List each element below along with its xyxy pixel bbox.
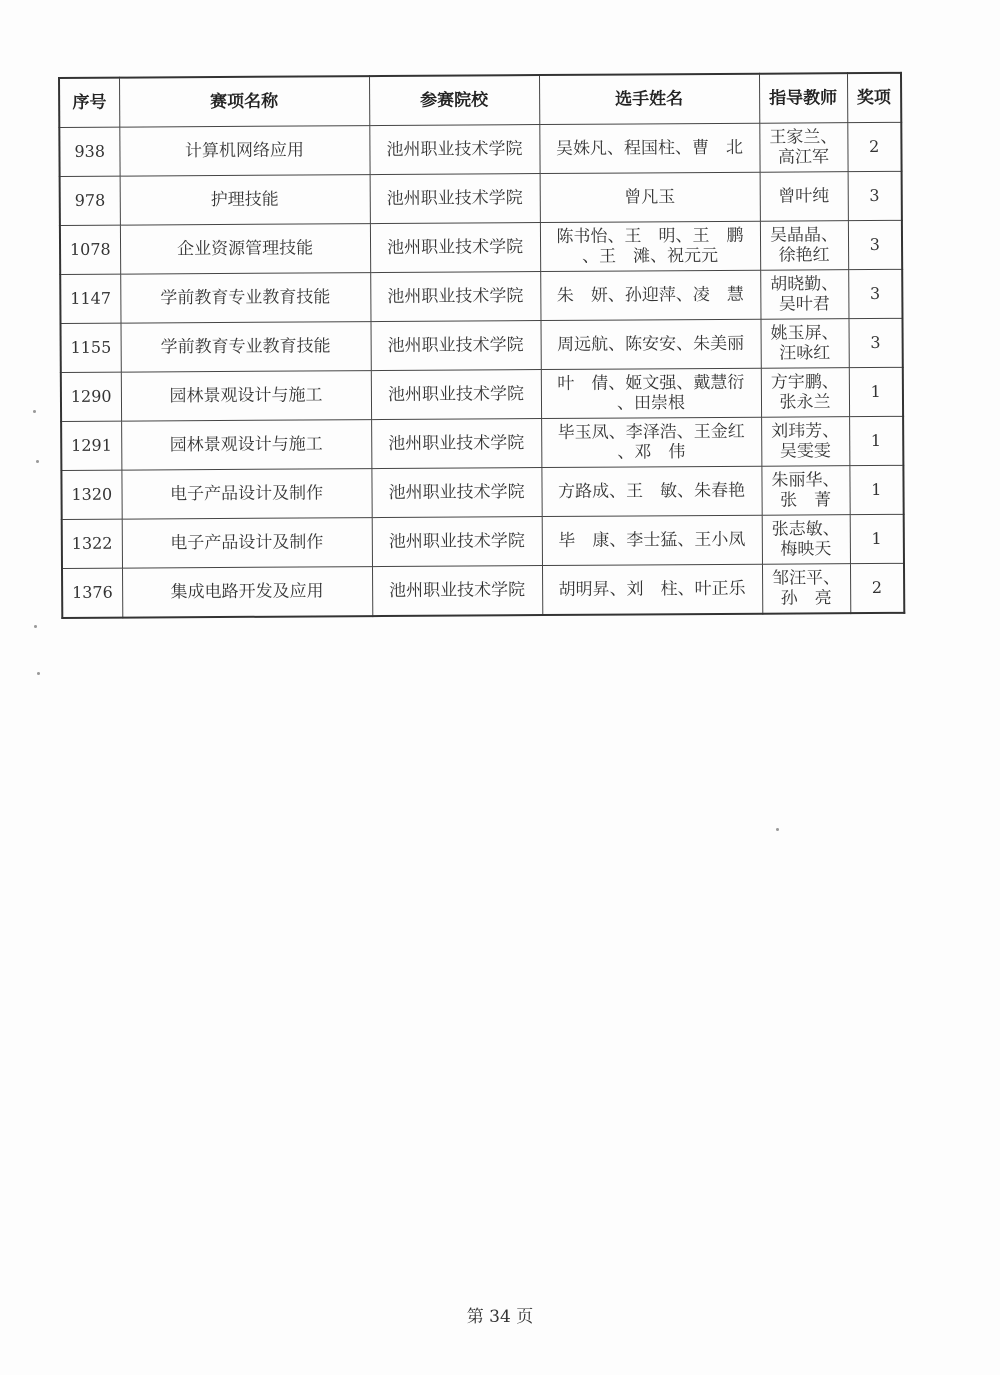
cell-event: 园林景观设计与施工 bbox=[121, 420, 371, 471]
cell-seq: 1155 bbox=[61, 323, 121, 372]
cell-award: 1 bbox=[850, 514, 904, 563]
cell-school: 池州职业技术学院 bbox=[370, 272, 540, 322]
cell-event: 学前教育专业教育技能 bbox=[121, 322, 371, 373]
table-row bbox=[62, 514, 904, 568]
cell-school: 池州职业技术学院 bbox=[370, 321, 540, 371]
cell-players bbox=[541, 466, 761, 516]
cell-seq: 938 bbox=[59, 127, 119, 176]
teacher-line: 张永兰 bbox=[779, 392, 831, 413]
header-seq: 序号 bbox=[59, 78, 119, 128]
teacher-line: 张志敏、 bbox=[771, 519, 840, 540]
cell-seq: 1322 bbox=[62, 519, 122, 568]
cell-players bbox=[539, 123, 759, 173]
cell-seq: 1147 bbox=[60, 274, 120, 323]
cell-award: 1 bbox=[849, 465, 903, 514]
cell-teachers bbox=[761, 417, 849, 467]
cell-players bbox=[541, 417, 761, 467]
scan-speck bbox=[776, 828, 779, 831]
cell-event: 计算机网络应用 bbox=[119, 126, 369, 177]
player-line: 方路成、王 敏、朱春艳 bbox=[557, 480, 746, 502]
teacher-line: 吴雯雯 bbox=[779, 441, 831, 462]
player-line: 吴姝凡、程国柱、曹 北 bbox=[555, 137, 744, 159]
cell-event: 园林景观设计与施工 bbox=[121, 371, 371, 422]
cell-school: 池州职业技术学院 bbox=[371, 370, 541, 420]
header-event: 赛项名称 bbox=[119, 76, 369, 127]
scan-speck bbox=[36, 460, 39, 463]
cell-teachers bbox=[762, 564, 850, 614]
table-body bbox=[59, 122, 904, 618]
cell-teachers bbox=[762, 515, 850, 565]
cell-school: 池州职业技术学院 bbox=[371, 468, 541, 518]
cell-seq: 1078 bbox=[60, 225, 120, 274]
header-school: 参赛院校 bbox=[369, 75, 539, 126]
cell-teachers bbox=[760, 172, 848, 222]
cell-teachers bbox=[760, 270, 848, 320]
teacher-line: 胡晓勤、 bbox=[770, 274, 839, 295]
cell-event: 电子产品设计及制作 bbox=[121, 469, 371, 520]
teacher-line: 姚玉屏、 bbox=[770, 323, 839, 344]
table-row bbox=[61, 318, 903, 372]
cell-award: 3 bbox=[848, 269, 902, 318]
cell-school: 池州职业技术学院 bbox=[372, 566, 542, 617]
header-teachers: 指导教师 bbox=[759, 73, 847, 123]
cell-award: 3 bbox=[848, 171, 902, 220]
cell-seq: 1291 bbox=[61, 421, 121, 470]
cell-seq: 978 bbox=[60, 176, 120, 225]
cell-players bbox=[540, 270, 760, 320]
cell-teachers bbox=[761, 466, 849, 516]
scan-speck bbox=[37, 672, 40, 675]
teacher-line: 吴叶君 bbox=[778, 294, 830, 315]
cell-award: 1 bbox=[849, 416, 903, 465]
cell-school: 池州职业技术学院 bbox=[371, 419, 541, 469]
player-line: 胡明昇、刘 柱、叶正乐 bbox=[558, 578, 746, 600]
player-line: 、王 滩、祝元元 bbox=[582, 245, 719, 267]
cell-players bbox=[540, 221, 760, 271]
teacher-line: 王家兰、 bbox=[769, 127, 838, 148]
cell-event: 电子产品设计及制作 bbox=[122, 518, 372, 569]
player-line: 、邓 伟 bbox=[617, 442, 686, 463]
teacher-line: 梅映天 bbox=[780, 539, 832, 560]
teacher-line: 张 菁 bbox=[780, 490, 832, 511]
awards-table bbox=[58, 72, 905, 619]
player-line: 陈书怡、王 明、王 鹏 bbox=[556, 225, 744, 247]
player-line: 周远航、陈安安、朱美丽 bbox=[557, 333, 745, 355]
cell-seq: 1320 bbox=[61, 470, 121, 519]
cell-event: 企业资源管理技能 bbox=[120, 224, 370, 275]
cell-players bbox=[542, 564, 762, 615]
cell-players bbox=[540, 319, 760, 369]
cell-award: 2 bbox=[850, 563, 904, 613]
cell-teachers bbox=[761, 368, 849, 418]
teacher-line: 吴晶晶、 bbox=[769, 225, 839, 246]
cell-award: 3 bbox=[848, 318, 902, 367]
cell-school: 池州职业技术学院 bbox=[370, 223, 540, 273]
teacher-line: 汪咏红 bbox=[779, 343, 831, 364]
table-row bbox=[60, 269, 902, 323]
cell-school: 池州职业技术学院 bbox=[369, 125, 539, 175]
cell-award: 3 bbox=[848, 220, 902, 269]
teacher-line: 刘玮芳、 bbox=[771, 421, 840, 442]
header-players: 选手姓名 bbox=[539, 74, 759, 125]
cell-seq: 1290 bbox=[61, 372, 121, 421]
cell-teachers bbox=[760, 221, 848, 271]
cell-players bbox=[540, 172, 760, 222]
player-line: 、田崇根 bbox=[616, 393, 686, 414]
table-row bbox=[59, 122, 901, 176]
player-line: 曾凡玉 bbox=[624, 187, 676, 208]
player-line: 毕玉凤、李泽浩、王金红 bbox=[557, 421, 745, 443]
cell-event: 集成电路开发及应用 bbox=[122, 567, 372, 618]
table-header-row bbox=[59, 73, 901, 128]
cell-event: 学前教育专业教育技能 bbox=[120, 273, 370, 324]
player-line: 叶 倩、姬文强、戴慧衍 bbox=[557, 372, 745, 394]
teacher-line: 孙 亮 bbox=[780, 588, 832, 609]
scan-speck bbox=[33, 410, 36, 413]
cell-teachers bbox=[759, 123, 847, 173]
teacher-line: 朱丽华、 bbox=[771, 470, 840, 491]
table-row bbox=[61, 416, 903, 470]
cell-school: 池州职业技术学院 bbox=[372, 517, 542, 567]
cell-players bbox=[542, 515, 762, 565]
teacher-line: 方宇鹏、 bbox=[770, 372, 839, 393]
cell-award: 1 bbox=[849, 367, 903, 416]
table-row bbox=[61, 367, 903, 421]
cell-teachers bbox=[760, 319, 848, 369]
player-line: 朱 妍、孙迎萍、凌 慧 bbox=[556, 284, 744, 306]
cell-seq: 1376 bbox=[62, 568, 122, 618]
table-row bbox=[60, 220, 902, 274]
table-row bbox=[60, 171, 902, 225]
header-award: 奖项 bbox=[847, 73, 901, 123]
cell-event: 护理技能 bbox=[120, 175, 370, 226]
cell-school: 池州职业技术学院 bbox=[370, 174, 540, 224]
table-row bbox=[61, 465, 903, 519]
teacher-line: 高江军 bbox=[777, 147, 830, 168]
cell-award: 2 bbox=[847, 122, 901, 171]
teacher-line: 徐艳红 bbox=[778, 245, 830, 266]
teacher-line: 邹汪平、 bbox=[772, 568, 841, 589]
scan-speck bbox=[34, 625, 37, 628]
table-row bbox=[62, 563, 904, 618]
teacher-line: 曾叶纯 bbox=[778, 186, 830, 207]
cell-players bbox=[541, 368, 761, 418]
player-line: 毕 康、李士猛、王小凤 bbox=[558, 529, 746, 551]
page-number: 第 34 页 bbox=[466, 1307, 534, 1327]
awards-table-container bbox=[58, 72, 903, 619]
